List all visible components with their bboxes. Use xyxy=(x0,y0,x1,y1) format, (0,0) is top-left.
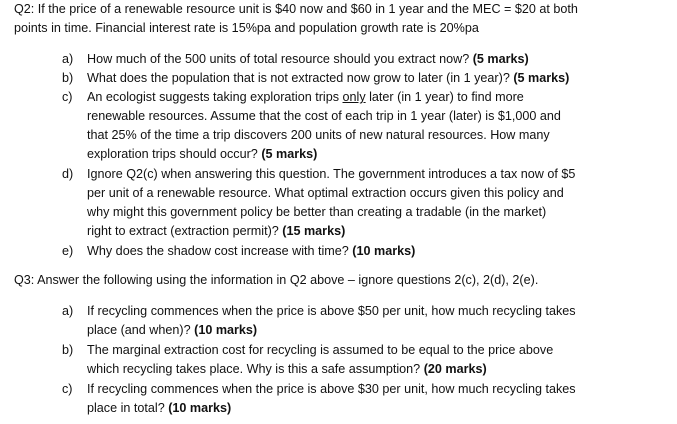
q3-item-b-line-2-text: which recycling takes place. Why is this a safe assumption? xyxy=(87,362,424,376)
q3-item-b-marks: (20 marks) xyxy=(423,362,487,376)
q3-item-a-line-2 xyxy=(87,321,257,340)
q3-item-c-label: c) xyxy=(62,382,73,396)
q2-item-d-line-3: why might this government policy be better than creating a tradable (in the market) xyxy=(87,205,547,219)
q3-item-c-line-2-text: place in total? xyxy=(87,401,169,415)
q2-item-c-line-3: that 25% of the time a trip discovers 200 units of new natural resources. How many xyxy=(87,128,550,142)
q2-item-a-marks: (5 marks) xyxy=(472,52,529,66)
q3-item-b-line-1: The marginal extraction cost for recycling is assumed to be equal to the price above xyxy=(87,343,554,357)
q2-intro-line-1: Q2: If the price of a renewable resource unit is $40 now and $60 in 1 year and the MEC = $20 at both xyxy=(14,2,578,16)
q3-item-c-line-1: If recycling commences when the price is above $30 per unit, how much recycling takes xyxy=(87,382,576,396)
q2-item-a-text: How much of the 500 units of total resource should you extract now? xyxy=(87,52,473,66)
q3-item-c-marks: (10 marks) xyxy=(168,401,232,415)
q2-item-c-label: c) xyxy=(62,90,73,104)
q2-item-e-marks: (10 marks) xyxy=(352,244,416,258)
q3-item-a-marks: (10 marks) xyxy=(194,323,258,337)
q3-intro: Q3: Answer the following using the information in Q2 above – ignore questions 2(c), 2(d), 2(e). xyxy=(14,273,539,287)
q2-item-b-label: b) xyxy=(62,71,74,85)
q2-item-d-line-2: per unit of a renewable resource. What optimal extraction occurs given this policy and xyxy=(87,186,564,200)
q2-item-b-text: What does the population that is not extracted now grow to later (in 1 year)? xyxy=(87,71,514,85)
q2-item-e-label: e) xyxy=(62,244,74,258)
q2-item-c-line-1 xyxy=(87,88,524,107)
q2-item-b xyxy=(87,69,569,88)
q3-item-c-line-2 xyxy=(87,399,231,418)
q2-item-b-marks: (5 marks) xyxy=(513,71,570,85)
q2-item-c-line-2: renewable resources. Assume that the cost of each trip in 1 year (later) is $1,000 and xyxy=(87,109,561,123)
q3-item-a-line-2-text: place (and when)? xyxy=(87,323,195,337)
q2-item-c-line-4-text: exploration trips should occur? xyxy=(87,147,262,161)
q2-item-a-label: a) xyxy=(62,52,74,66)
q2-item-e xyxy=(87,242,415,261)
q3-item-a-label: a) xyxy=(62,304,74,318)
q2-item-c-post: later (in 1 year) to find more xyxy=(365,90,524,104)
q3-item-a-line-1: If recycling commences when the price is above $50 per unit, how much recycling takes xyxy=(87,304,576,318)
q2-item-c-pre: An ecologist suggests taking exploration trips xyxy=(87,90,343,104)
q3-item-b-line-2 xyxy=(87,360,487,379)
q3-item-b-label: b) xyxy=(62,343,74,357)
q2-item-c-marks: (5 marks) xyxy=(261,147,318,161)
q2-item-c-line-4 xyxy=(87,145,317,164)
q2-item-d-line-1: Ignore Q2(c) when answering this question. The government introduces a tax now of $5 xyxy=(87,167,576,181)
q2-intro-line-2: points in time. Financial interest rate is 15%pa and population growth rate is 20%pa xyxy=(14,21,479,35)
q2-item-d-line-4-text: right to extract (extraction permit)? xyxy=(87,224,283,238)
q2-item-c-underline: only xyxy=(342,90,366,104)
q2-item-d-label: d) xyxy=(62,167,74,181)
q2-item-d-line-4 xyxy=(87,222,345,241)
q2-item-e-text: Why does the shadow cost increase with time? xyxy=(87,244,353,258)
q2-item-a xyxy=(87,50,529,69)
q2-item-d-marks: (15 marks) xyxy=(282,224,346,238)
